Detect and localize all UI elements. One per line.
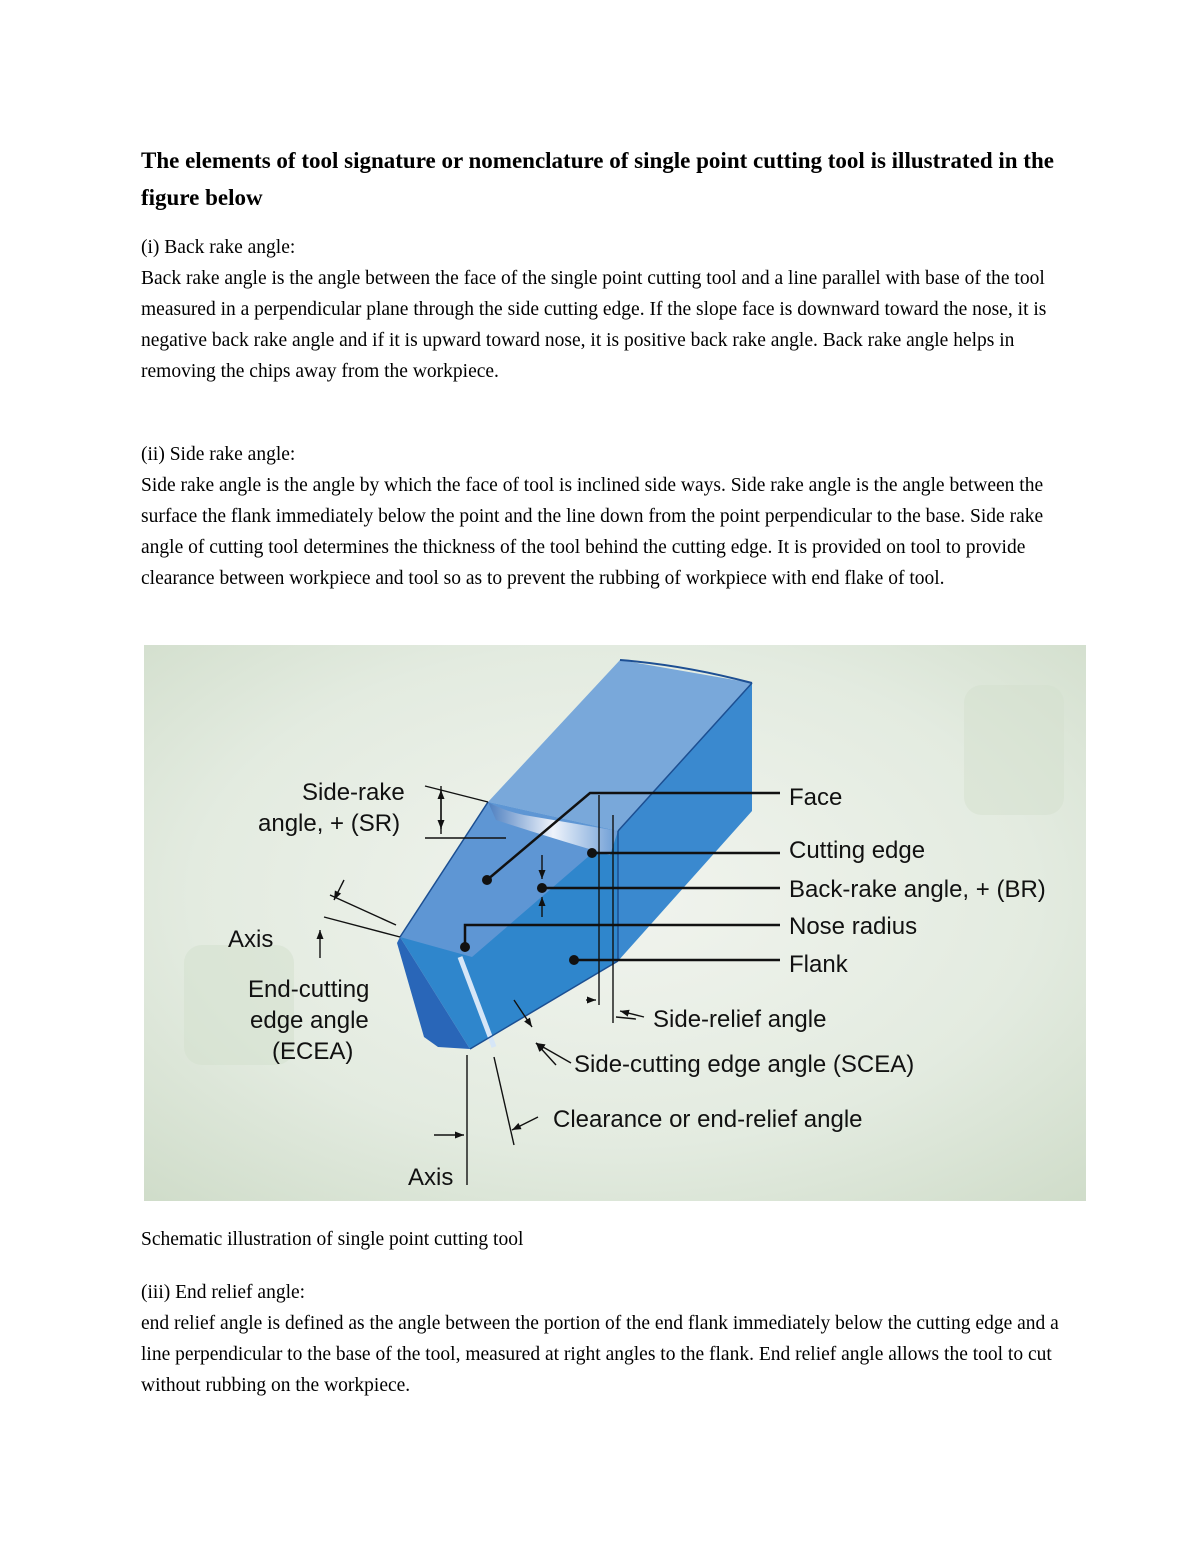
section-body: Side rake angle is the angle by which the face of tool is inclined side ways. Side rake angle is the angle between the surface the flank immediately below the point and the line down from the point perpendicular to the base. Side rake angle of cutting tool determines the thickness of the tool behind the cutting edge. It is provided on tool to provide clearance between workpiece and tool so as to prevent the rubbing of workpiece with end flake of tool. — [141, 475, 1044, 589]
label-face: Face — [789, 784, 843, 811]
label-axis-left: Axis — [228, 926, 274, 953]
label-ecea-line1: End-cutting — [248, 976, 370, 1003]
section-body: Back rake angle is the angle between the face of the single point cutting tool and a line parallel with base of the tool measured in a perpendicular plane through the side cutting edge. If the slope face is downward toward the nose, it is negative back rake angle and if it is upward toward nose, it is positive back rake angle. Back rake angle helps in removing the chips away from the workpiece. — [141, 268, 1047, 382]
background-key-shape — [964, 685, 1064, 815]
label-cutting-edge: Cutting edge — [789, 837, 926, 864]
section-title: (i) Back rake angle: — [141, 237, 296, 258]
page-heading: The elements of tool signature or nomenclature of single point cutting tool is illustrated in the figure below — [141, 148, 1054, 210]
label-clearance: Clearance or end-relief angle — [553, 1106, 863, 1133]
section-side-rake — [141, 439, 1071, 594]
section-title: (iii) End relief angle: — [141, 1282, 306, 1303]
section-back-rake — [141, 232, 1071, 387]
section-end-relief — [141, 1277, 1071, 1401]
section-body: end relief angle is defined as the angle between the portion of the end flank immediately below the cutting edge and a line perpendicular to the base of the tool, measured at right angles to the flank. End relief angle allows the tool to cut without rubbing on the workpiece. — [141, 1313, 1059, 1396]
section-title: (ii) Side rake angle: — [141, 444, 296, 465]
label-nose-radius: Nose radius — [789, 913, 918, 940]
label-flank: Flank — [789, 951, 848, 978]
label-side-rake-line2: angle, + (SR) — [258, 810, 401, 837]
label-ecea-line2: edge angle — [250, 1007, 369, 1034]
label-side-rake-line1: Side-rake — [302, 779, 405, 806]
label-side-relief: Side-relief angle — [653, 1006, 827, 1033]
label-axis-bottom: Axis — [408, 1164, 454, 1191]
cutting-tool-figure — [144, 645, 1086, 1201]
label-ecea-line3: (ECEA) — [272, 1038, 354, 1065]
label-back-rake: Back-rake angle, + (BR) — [789, 876, 1046, 903]
figure-caption: Schematic illustration of single point cutting tool — [141, 1229, 524, 1250]
label-scea: Side-cutting edge angle (SCEA) — [574, 1051, 915, 1078]
